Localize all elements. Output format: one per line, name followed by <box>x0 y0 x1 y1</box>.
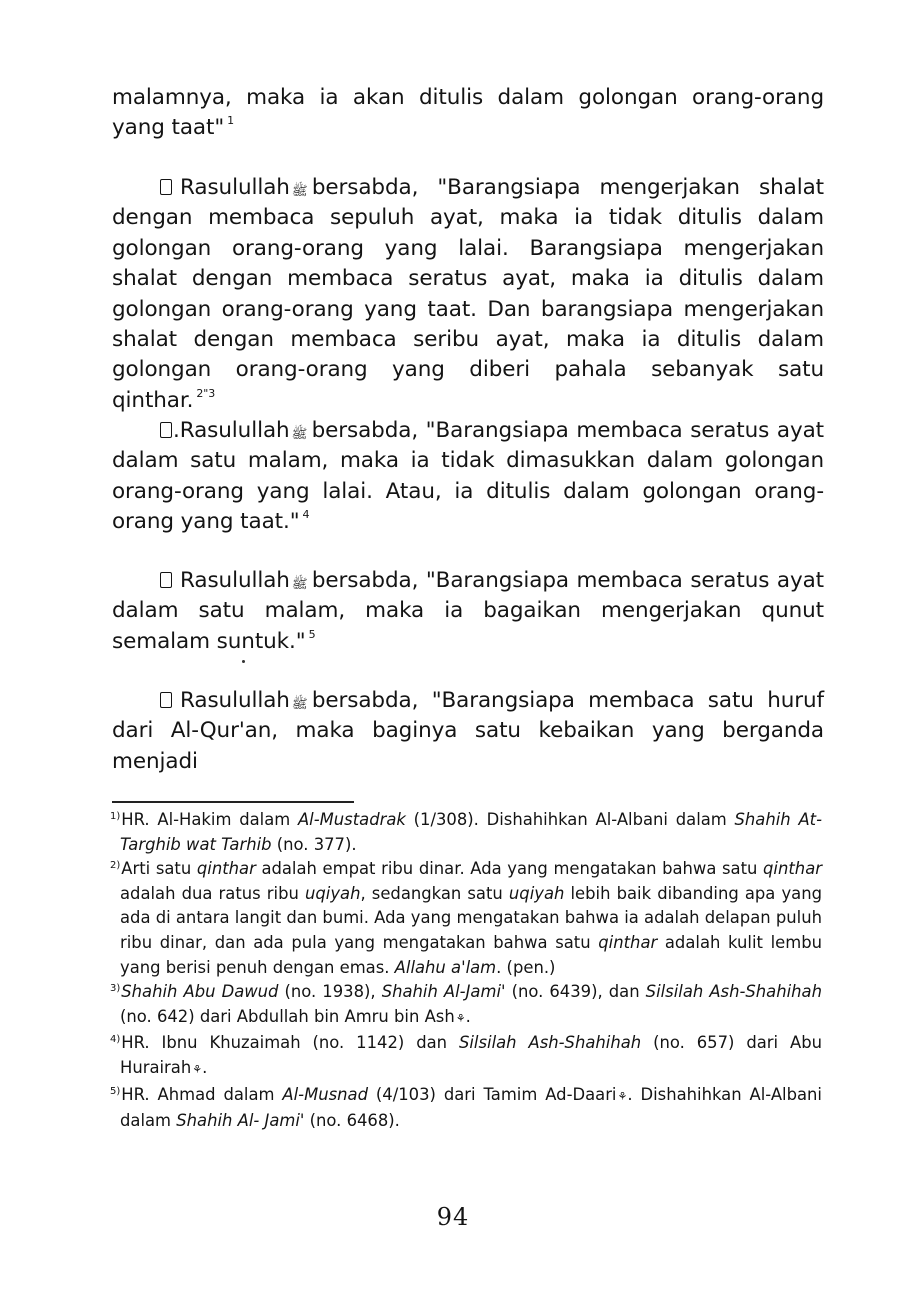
page-number: 94 <box>436 1203 470 1231</box>
stray-dot <box>242 660 245 663</box>
bullet-box-icon <box>160 179 172 195</box>
salawat-glyph-icon: ﷺ <box>291 427 308 442</box>
footnote-separator <box>112 801 354 803</box>
footnote-ref: 5 <box>308 627 316 641</box>
paragraph-continued <box>112 83 824 144</box>
paragraph-hadith-2 <box>112 416 824 538</box>
footnote-5: $^{5)}$HR. Ahmad dalam Al-Musnad (4/103) dari Tamim Ad-Daari⚘. Dishahihkan Al-Albani dalam Shahih Al- Jami' (no. 6468). <box>110 1084 822 1131</box>
paragraph-text: bersabda, "Barangsiapa mengerjakan shalat dengan membaca sepuluh ayat, maka ia tidak ditulis dalam golongan orang-orang yang lalai. Barangsiapa mengerjakan shalat dengan membaca seratus ayat, maka ia ditulis dalam golongan orang-orang yang taat. Dan barangsiapa mengerjakan shalat dengan membaca seribu ayat, maka ia ditulis dalam golongan orang-orang yang diberi pahala sebanyak satu qinthar. <box>112 175 824 413</box>
salawat-glyph-icon: ﷺ <box>291 577 308 592</box>
speaker: Rasulullah <box>180 568 290 593</box>
bullet-box-icon <box>160 572 172 588</box>
paragraph-text: bersabda, "Barangsiapa membaca seratus ayat dalam satu malam, maka ia tidak dimasukkan dalam golongan orang-orang yang lalai. Atau, ia ditulis dalam golongan orang-orang yang taat." <box>112 418 824 535</box>
bullet-box-icon <box>160 692 172 708</box>
footnotes <box>110 808 822 1134</box>
speaker: Rasulullah <box>180 175 290 200</box>
footnote-ref: 4 <box>302 508 310 522</box>
radhiallahu-glyph-icon: ⚘ <box>455 1011 466 1025</box>
salawat-glyph-icon: ﷺ <box>291 184 308 199</box>
paragraph-text: bersabda, "Barangsiapa membaca satu huruf dari Al-Qur'an, maka baginya satu kebaikan yang berganda menjadi <box>112 688 824 774</box>
bullet-box-icon <box>160 422 172 438</box>
footnote-ref: 2"3 <box>196 386 216 400</box>
radhiallahu-glyph-icon: ⚘ <box>617 1089 628 1103</box>
footnote-2: $^{2)}$Arti satu qinthar adalah empat ribu dinar. Ada yang mengatakan bahwa satu qinthar adalah dua ratus ribu uqiyah, sedangkan satu uqiyah lebih baik dibanding apa yang ada di antara langit dan bumi. Ada yang mengatakan bahwa ia adalah delapan puluh ribu dinar, dan ada pula yang mengatakan bahwa satu qinthar adalah kulit lembu yang berisi penuh dengan emas. Allahu a'lam. (pen.) <box>110 859 822 977</box>
paragraph-hadith-1 <box>112 173 824 416</box>
speaker: Rasulullah <box>180 688 290 713</box>
paragraph-hadith-3 <box>112 566 824 657</box>
footnote-3: $^{3)}$Shahih Abu Dawud (no. 1938), Shahih Al-Jami' (no. 6439), dan Silsilah Ash-Shahihah (no. 642) dari Abdullah bin Amru bin Ash⚘. <box>110 982 822 1026</box>
speaker: .Rasulullah <box>173 418 290 443</box>
footnote-4: $^{4)}$HR. Ibnu Khuzaimah (no. 1142) dan Silsilah Ash-Shahihah (no. 657) dari Abu Hurairah⚘. <box>110 1033 822 1077</box>
paragraph-text: malamnya, maka ia akan ditulis dalam golongan orang-orang yang taat" <box>112 85 824 141</box>
salawat-glyph-icon: ﷺ <box>291 697 308 712</box>
footnote-1: $^{1)}$HR. Al-Hakim dalam Al-Mustadrak (1/308). Dishahihkan Al-Albani dalam Shahih At-Targhib wat Tarhib (no. 377). <box>110 810 822 854</box>
paragraph-hadith-4 <box>112 686 824 777</box>
radhiallahu-glyph-icon: ⚘ <box>192 1062 203 1076</box>
footnote-ref: 1 <box>227 114 235 128</box>
paragraph-text: bersabda, "Barangsiapa membaca seratus ayat dalam satu malam, maka ia bagaikan mengerjakan qunut semalam suntuk." <box>112 568 824 654</box>
